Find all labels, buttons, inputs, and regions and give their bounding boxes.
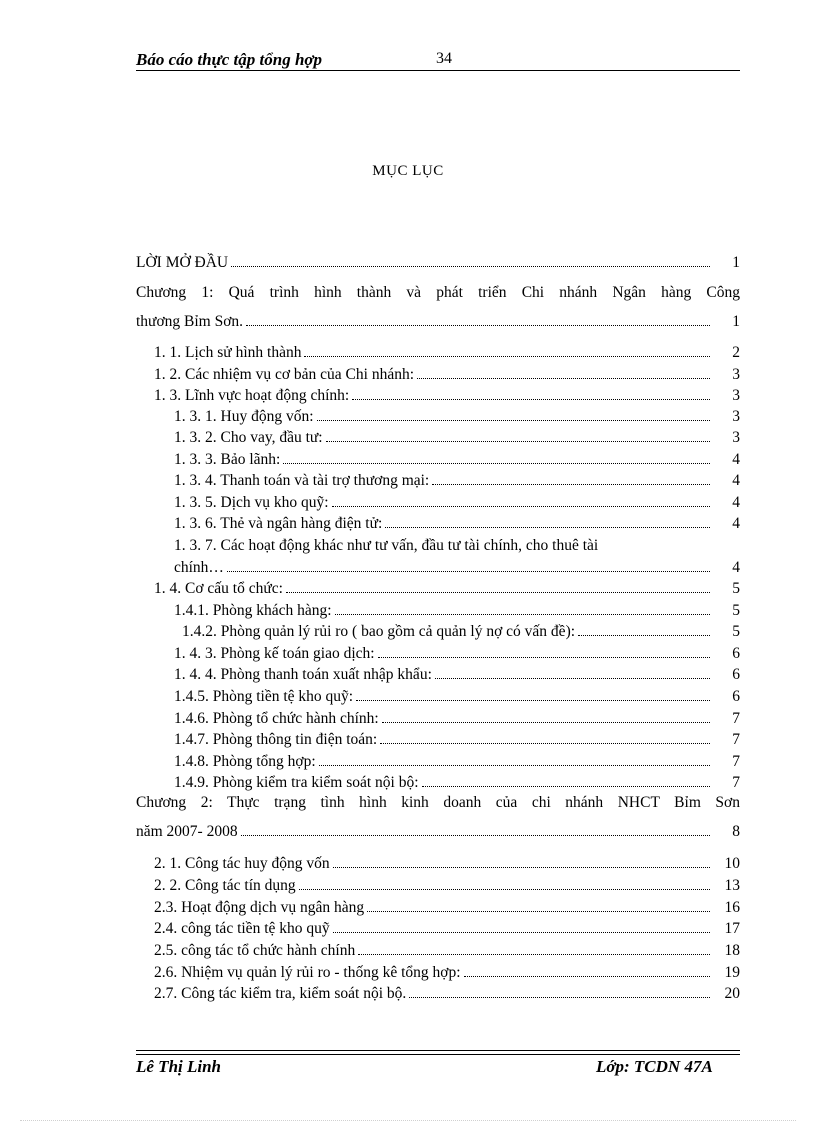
dot-leader [317, 411, 711, 421]
dot-leader [333, 858, 710, 868]
toc-entry-page: 16 [724, 899, 740, 916]
page-header [136, 48, 740, 71]
toc-entry-2-2[interactable] [154, 877, 740, 895]
dot-leader [417, 369, 710, 379]
toc-entry-1-3-6[interactable] [174, 515, 740, 533]
dot-leader [409, 988, 710, 998]
dot-leader [286, 583, 710, 593]
dot-leader [227, 562, 710, 572]
toc-entry-label: năm 2007- 2008 [136, 823, 238, 840]
toc-entry-label: 1.4.2. Phòng quản lý rủi ro ( bao gồm cả quản lý nợ có vấn đề): [182, 623, 576, 640]
toc-entry-2-7[interactable] [154, 985, 740, 1003]
toc-entry-1-3-2[interactable] [174, 429, 740, 447]
toc-entry-1-3-4[interactable] [174, 472, 740, 490]
page-number: 34 [436, 50, 452, 67]
toc-entry-page: 7 [732, 753, 740, 770]
dot-leader [378, 648, 710, 658]
dot-leader [299, 880, 710, 890]
dot-leader [435, 669, 710, 679]
toc-entry-page: 18 [724, 942, 740, 959]
toc-entry-page: 7 [732, 710, 740, 727]
dot-leader [319, 756, 710, 766]
toc-entry-page: 4 [732, 559, 740, 576]
toc-entry-page: 4 [732, 451, 740, 468]
toc-entry-1-4-9[interactable] [174, 774, 740, 792]
toc-entry-label: 1. 3. 2. Cho vay, đầu tư: [174, 429, 323, 446]
toc-entry-label: thương Bỉm Sơn. [136, 313, 244, 330]
dot-leader [464, 967, 710, 977]
dot-leader [352, 390, 710, 400]
toc-entry-2-5[interactable] [154, 942, 740, 960]
toc-entry-1-1[interactable] [154, 344, 740, 362]
toc-entry-2-6[interactable] [154, 964, 740, 982]
toc-entry-1-4-5[interactable] [174, 688, 740, 706]
toc-title: MỤC LỤC [372, 163, 444, 179]
toc-entry-label: 2.3. Hoạt động dịch vụ ngân hàng [154, 899, 365, 916]
dot-leader [332, 497, 710, 507]
toc-entry-page: 20 [724, 985, 740, 1002]
toc-entry-label: 2. 1. Công tác huy động vốn [154, 855, 330, 872]
toc-entry-1-3-1[interactable] [174, 408, 740, 426]
dot-leader [367, 902, 710, 912]
toc-entry-page: 3 [732, 366, 740, 383]
toc-entry-2-1[interactable] [154, 855, 740, 873]
toc-entry-page: 1 [732, 254, 740, 271]
toc-entry-chapter1[interactable] [136, 284, 740, 302]
toc-entry-1-3-5[interactable] [174, 494, 740, 512]
toc-entry-page: 4 [732, 515, 740, 532]
toc-entry-label: 2.5. công tác tổ chức hành chính [154, 942, 356, 959]
toc-entry-page: 7 [732, 774, 740, 791]
toc-entry-page: 17 [724, 920, 740, 937]
toc-entry-label: chính… [174, 559, 224, 576]
toc-entry-label: 1.4.6. Phòng tổ chức hành chính: [174, 710, 379, 727]
toc-entry-1-3-3[interactable] [174, 451, 740, 469]
toc-entry-page: 1 [732, 313, 740, 330]
toc-entry-label: 1. 3. 1. Huy động vốn: [174, 408, 314, 425]
toc-entry-1-3-7[interactable] [174, 537, 598, 555]
toc-entry-1-4-3[interactable] [174, 645, 740, 663]
toc-entry-page: 4 [732, 472, 740, 489]
toc-entry-label: 1. 4. 4. Phòng thanh toán xuất nhập khẩu: [174, 666, 432, 683]
dot-leader [283, 454, 710, 464]
toc-entry-label: 1. 3. 7. Các hoạt động khác như tư vấn, đầu tư tài chính, cho thuê tài [174, 537, 599, 554]
toc-entry-page: 6 [732, 666, 740, 683]
dot-leader [385, 518, 710, 528]
page-bottom-border [20, 1120, 796, 1121]
toc-entry-page: 8 [732, 823, 740, 840]
toc-entry-label: 1. 3. 5. Dịch vụ kho quỹ: [174, 494, 329, 511]
footer-divider-thin [136, 1054, 740, 1055]
toc-entry-label: LỜI MỞ ĐẦU [136, 254, 229, 271]
toc-entry-1-4-7[interactable] [174, 731, 740, 749]
toc-entry-page: 10 [724, 855, 740, 872]
toc-entry-label: 2.7. Công tác kiểm tra, kiểm soát nội bộ. [154, 985, 407, 1002]
toc-entry-label: 1.4.9. Phòng kiểm tra kiểm soát nội bộ: [174, 774, 419, 791]
toc-entry-label: 1. 4. Cơ cấu tổ chức: [154, 580, 283, 597]
toc-entry-label: 2.4. công tác tiền tệ kho quỹ [154, 920, 330, 937]
toc-entry-label: 2. 2. Công tác tín dụng [154, 877, 296, 894]
dot-leader [422, 777, 710, 787]
dot-leader [335, 605, 710, 615]
toc-entry-page: 3 [732, 408, 740, 425]
toc-entry-1-2[interactable] [154, 366, 740, 384]
toc-entry-label: 1. 1. Lịch sử hình thành [154, 344, 302, 361]
toc-entry-page: 7 [732, 731, 740, 748]
toc-entry-label: Chương 2: Thực trạng tình hình kinh doanh của chi nhánh NHCT Bỉm Sơn [136, 794, 740, 811]
toc-entry-label: Chương 1: Quá trình hình thành và phát triển Chi nhánh Ngân hàng Công [136, 284, 740, 301]
toc-entry-page: 19 [724, 964, 740, 981]
dot-leader [246, 316, 710, 326]
toc-entry-label: 1.4.7. Phòng thông tin điện toán: [174, 731, 378, 748]
toc-entry-page: 4 [732, 494, 740, 511]
toc-entry-chapter1-cont[interactable] [136, 313, 740, 331]
toc-entry-page: 5 [732, 580, 740, 597]
toc-entry-page: 6 [732, 688, 740, 705]
toc-entry-chapter2-cont[interactable] [136, 823, 740, 841]
toc-entry-label: 1.4.1. Phòng khách hàng: [174, 602, 332, 619]
dot-leader [356, 691, 710, 701]
footer-class: Lớp: TCDN 47A [596, 1057, 713, 1076]
toc-entry-1-3[interactable] [154, 387, 740, 405]
dot-leader [578, 626, 710, 636]
toc-entry-page: 2 [732, 344, 740, 361]
footer-author: Lê Thị Linh [136, 1057, 222, 1076]
toc-entry-1-4-1[interactable] [174, 602, 740, 620]
toc-entry-1-4[interactable] [154, 580, 740, 598]
toc-entry-label: 1.4.5. Phòng tiền tệ kho quỹ: [174, 688, 354, 705]
toc-entry-label: 1. 3. 6. Thẻ và ngân hàng điện tử: [174, 515, 383, 532]
toc-entry-page: 6 [732, 645, 740, 662]
dot-leader [326, 432, 710, 442]
report-title: Báo cáo thực tập tổng hợp [136, 50, 323, 69]
toc-entry-page: 3 [732, 429, 740, 446]
toc-entry-label: 1. 3. 4. Thanh toán và tài trợ thương mại: [174, 472, 430, 489]
toc-entry-label: 1. 3. 3. Bảo lãnh: [174, 451, 281, 468]
toc-entry-1-4-4[interactable] [174, 666, 740, 684]
dot-leader [382, 713, 710, 723]
toc-entry-label: 1.4.8. Phòng tổng hợp: [174, 753, 316, 770]
dot-leader [333, 923, 710, 933]
toc-entry-1-4-2[interactable] [182, 623, 740, 641]
footer-divider [136, 1050, 740, 1051]
dot-leader [231, 257, 710, 267]
toc-entry-label: 1. 4. 3. Phòng kế toán giao dịch: [174, 645, 375, 662]
toc-entry-intro[interactable] [136, 254, 740, 272]
toc-entry-page: 5 [732, 602, 740, 619]
toc-entry-page: 3 [732, 387, 740, 404]
dot-leader [380, 734, 710, 744]
dot-leader [304, 347, 710, 357]
toc-entry-2-3[interactable] [154, 899, 740, 917]
toc-entry-page: 5 [732, 623, 740, 640]
toc-entry-1-4-8[interactable] [174, 753, 740, 771]
toc-entry-1-3-7-cont[interactable] [174, 559, 740, 577]
dot-leader [358, 945, 710, 955]
toc-entry-page: 13 [724, 877, 740, 894]
toc-entry-label: 1. 3. Lĩnh vực hoạt động chính: [154, 387, 350, 404]
dot-leader [241, 826, 710, 836]
toc-entry-label: 1. 2. Các nhiệm vụ cơ bản của Chi nhánh: [154, 366, 415, 383]
toc-entry-chapter2[interactable] [136, 794, 740, 812]
toc-entry-1-4-6[interactable] [174, 710, 740, 728]
dot-leader [432, 475, 710, 485]
toc-entry-label: 2.6. Nhiệm vụ quản lý rủi ro - thống kê tổng hợp: [154, 964, 461, 981]
toc-entry-2-4[interactable] [154, 920, 740, 938]
